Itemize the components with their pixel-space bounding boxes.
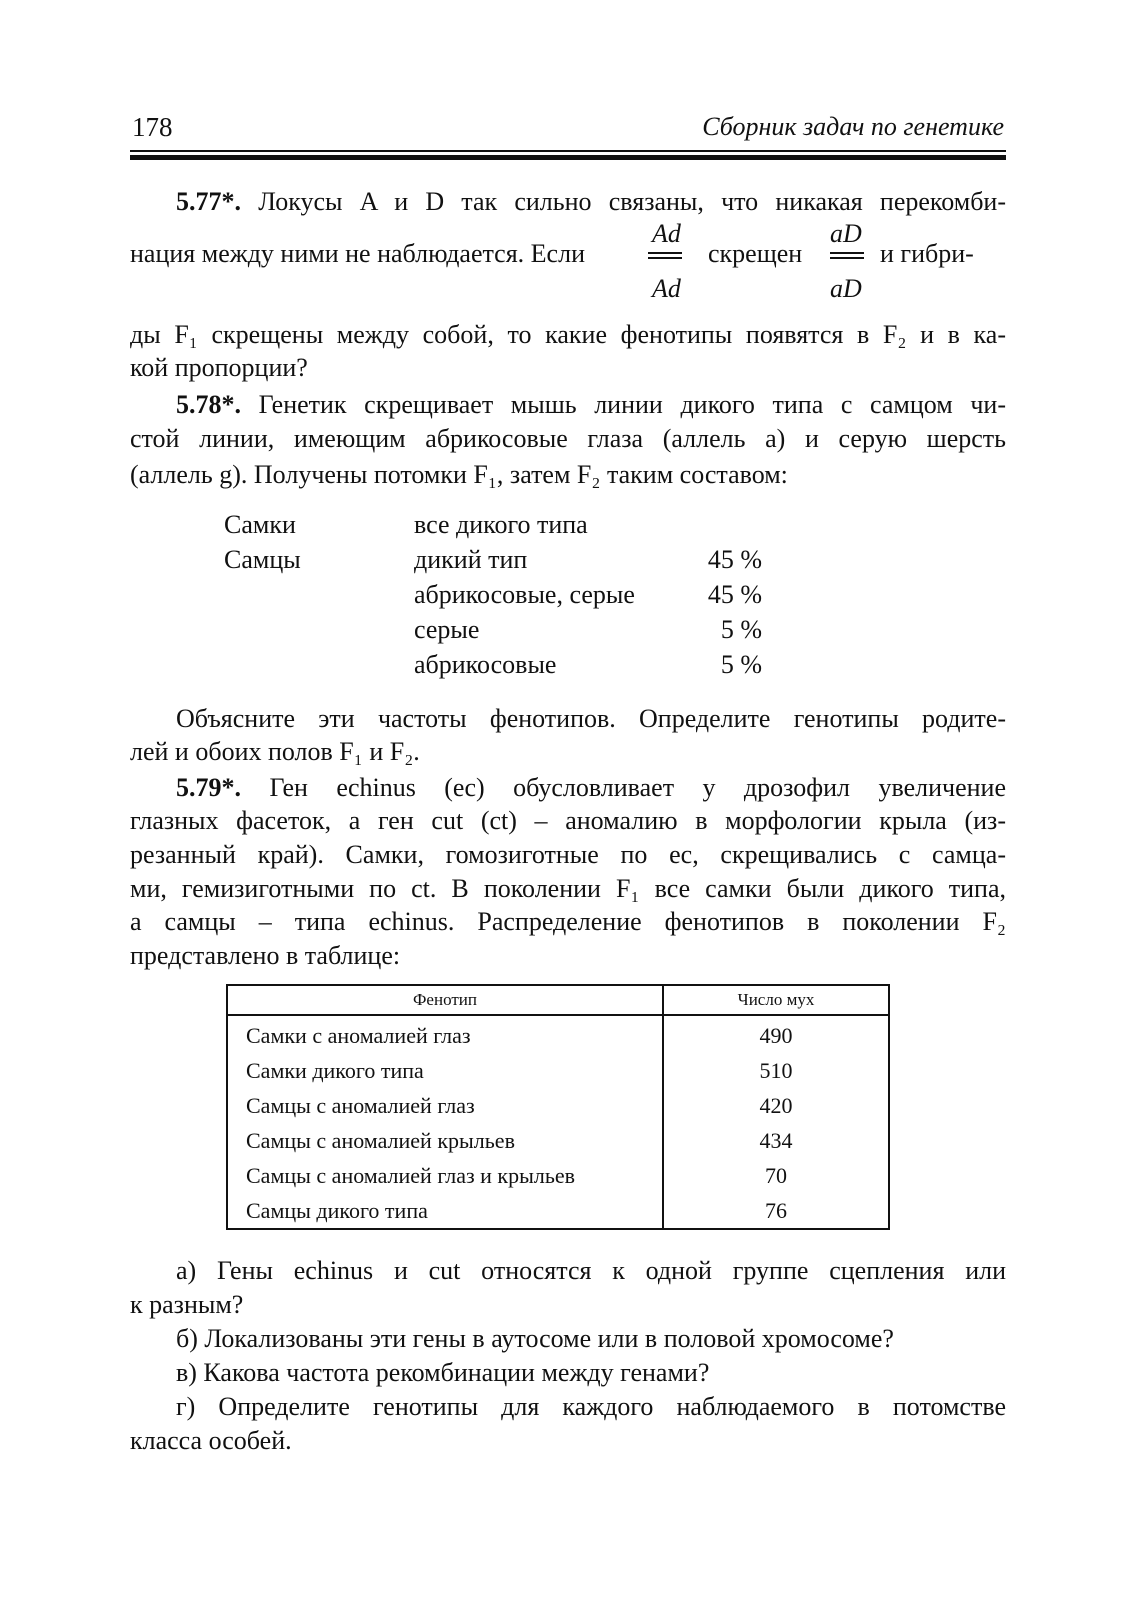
fraction-1-bar-2: [648, 257, 682, 259]
problem-5-78-line-2: стой линии, имеющим абрикосовые глаза (аллель a) и серую шерсть: [130, 424, 1006, 453]
problem-5-79-line-1: 5.79*. Ген echinus (ec) обусловливает у дрозофил увеличение: [176, 773, 1006, 802]
table-row: [227, 1193, 889, 1229]
question-d-line-1: г) Определите генотипы для каждого наблюдаемого в потомстве: [176, 1392, 1006, 1421]
question-a-line-1: а) Гены echinus и cut относятся к одной группе сцепления или: [176, 1256, 1006, 1285]
problem-number: 5.79*.: [176, 773, 241, 802]
phenotype-cell: Самцы с аномалией крыльев: [227, 1123, 663, 1158]
problem-number: 5.77*.: [176, 187, 241, 216]
count-cell: 70: [663, 1158, 889, 1193]
problem-5-77-line-1: 5.77*. Локусы A и D так сильно связаны, что никакая перекомби-: [176, 187, 1006, 216]
header-rule-thick: [130, 155, 1006, 160]
problem-5-79-line-2: глазных фасеток, а ген cut (ct) – аномалию в морфологии крыла (из-: [130, 806, 1006, 835]
problem-number: 5.78*.: [176, 390, 241, 419]
male-percent: 5 %: [720, 650, 762, 679]
fraction-2-numerator: aD: [830, 219, 862, 248]
phenotype-cell: Самцы дикого типа: [227, 1193, 663, 1229]
problem-5-79-line-3: резанный край). Самки, гомозиготные по ec, скрещивались с самца-: [130, 840, 1006, 869]
column-header-count: Число мух: [663, 985, 889, 1015]
count-cell: 490: [663, 1015, 889, 1053]
fraction-2-bar-2: [830, 257, 864, 259]
table-header-row: [227, 985, 889, 1015]
table-row: [227, 1123, 889, 1158]
male-phenotype: дикий тип: [414, 545, 528, 574]
problem-5-77-line-2: нация между ними не наблюдается. Если: [130, 239, 585, 268]
count-cell: 76: [663, 1193, 889, 1229]
male-percent: 5 %: [720, 615, 762, 644]
question-b: б) Локализованы эти гены в аутосоме или в половой хромосоме?: [176, 1324, 894, 1353]
table-row: [227, 1158, 889, 1193]
table-row: [227, 1088, 889, 1123]
males-label: Самцы: [224, 545, 301, 574]
problem-5-78-after-1: Объясните эти частоты фенотипов. Определите генотипы родите-: [176, 704, 1006, 733]
running-title: Сборник задач по генетике: [702, 112, 1004, 141]
fraction-1-bar: [648, 252, 682, 254]
header-rule-thin: [130, 150, 1006, 152]
word-crossed: скрещен: [708, 239, 803, 268]
problem-5-78-line-1: 5.78*. Генетик скрещивает мышь линии дикого типа с самцом чи-: [176, 390, 1006, 419]
problem-5-78-after-2: лей и обоих полов F₁ и F₂.: [130, 737, 420, 766]
count-cell: 510: [663, 1053, 889, 1088]
phenotype-cell: Самки дикого типа: [227, 1053, 663, 1088]
male-phenotype: серые: [414, 615, 480, 644]
column-header-phenotype: Фенотип: [227, 985, 663, 1015]
male-percent: 45 %: [707, 580, 762, 609]
phenotype-cell: Самцы с аномалией глаз и крыльев: [227, 1158, 663, 1193]
phenotype-cell: Самки с аномалией глаз: [227, 1015, 663, 1053]
females-value: все дикого типа: [414, 510, 588, 539]
problem-5-79-line-4: ми, гемизиготными по ct. В поколении F₁ все самки были дикого типа,: [130, 874, 1006, 903]
problem-5-79-line-6: представлено в таблице:: [130, 941, 401, 970]
problem-5-79-line-5: а самцы – типа echinus. Распределение фенотипов в поколении F₂: [130, 907, 1006, 936]
question-c: в) Какова частота рекомбинации между генами?: [176, 1358, 710, 1387]
line-2-end: и гибри-: [880, 239, 974, 268]
problem-5-77-line-3: ды F₁ скрещены между собой, то какие фенотипы появятся в F₂ и в ка-: [130, 320, 1006, 349]
question-a-line-2: к разным?: [130, 1290, 244, 1319]
fraction-2-denominator: aD: [830, 274, 862, 303]
table-row: [227, 1053, 889, 1088]
table-row: [227, 1015, 889, 1053]
phenotype-table: [226, 984, 890, 1230]
male-percent: 45 %: [707, 545, 762, 574]
count-cell: 420: [663, 1088, 889, 1123]
male-phenotype: абрикосовые: [414, 650, 557, 679]
count-cell: 434: [663, 1123, 889, 1158]
page-number: 178: [132, 112, 173, 142]
females-label: Самки: [224, 510, 296, 539]
fraction-2-bar: [830, 252, 864, 254]
problem-5-77-line-4: кой пропорции?: [130, 353, 308, 382]
phenotype-cell: Самцы с аномалией глаз: [227, 1088, 663, 1123]
fraction-1-numerator: Ad: [652, 219, 681, 248]
question-d-line-2: класса особей.: [130, 1426, 292, 1455]
fraction-1-denominator: Ad: [652, 274, 681, 303]
page-header: [132, 112, 1004, 142]
problem-5-78-line-3: (аллель g). Получены потомки F₁, затем F₂ таким составом:: [130, 460, 788, 489]
male-phenotype: абрикосовые, серые: [414, 580, 635, 609]
